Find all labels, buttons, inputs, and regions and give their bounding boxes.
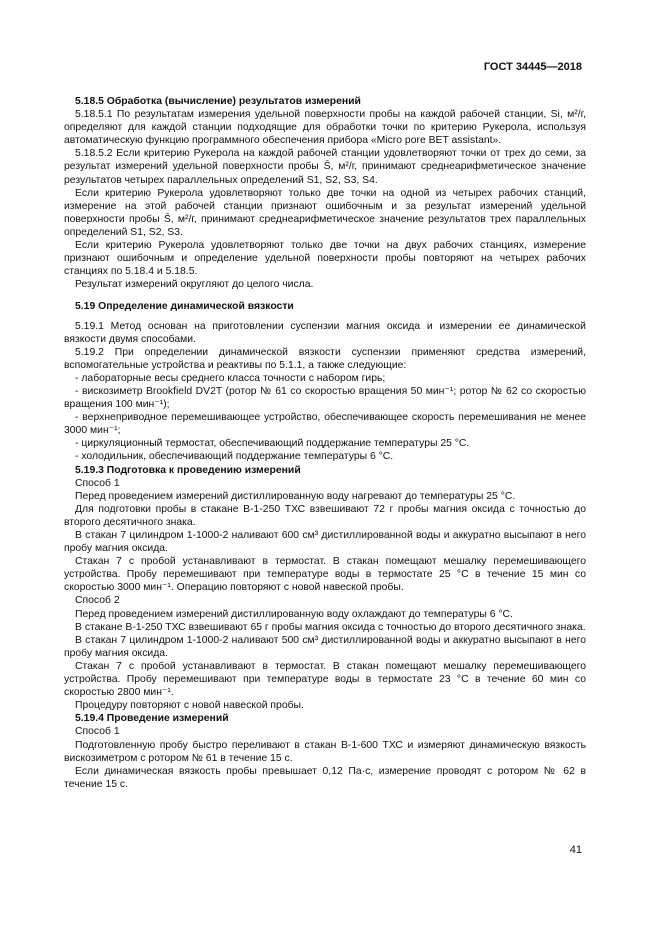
paragraph: Если критерию Рукерола удовлетворяют только две точки на двух рабочих станциях, измерение признают ошибочным и определение удельной поверхности пробы повторяют на четырех рабочих станциях по 5.18.4 и 5.18.5. [64,240,586,278]
method-label: Способ 1 [75,477,120,489]
paragraph: В стакан 7 цилиндром 1-1000-2 наливают 600 см³ дистиллированной воды и аккуратно высыпают в него пробу магния оксида. [64,530,586,555]
paragraph: 5.18.5.1 По результатам измерения удельной поверхности пробы на каждой рабочей станции, Si, м²/г, определяют для каждой станции подходящие для обработки точки по критерию Рукерола, используя автоматическую функцию программного обеспечения прибора «Micro pore BET assistant». [64,109,586,147]
paragraph: 5.18.5.2 Если критерию Рукерола на каждой рабочей станции удовлетворяют точки от трех до семи, за результат измерений удельной поверхности пробы S̄, м²/г, принимают среднеарифметическое значение результатов четырех параллельных определений S1, S2, S3, S4. [64,148,586,186]
list-item: - циркуляционный термостат, обеспечивающий поддержание температуры 25 °C. [75,438,470,450]
paragraph: В стакане В-1-250 ТХС взвешивают 65 г пробы магния оксида с точностью до второго десятичного знака. [75,621,586,633]
paragraph: Перед проведением измерений дистиллированную воду нагревают до температуры 25 °C. [75,490,516,502]
section-heading-5-19-4: 5.19.4 Проведение измерений [75,713,229,725]
paragraph: Перед проведением измерений дистиллированную воду охлаждают до температуры 6 °C. [75,608,513,620]
section-heading-5-18-5: 5.18.5 Обработка (вычисление) результатов измерений [75,96,361,107]
paragraph: Процедуру повторяют с новой навеской пробы. [75,700,304,712]
paragraph: В стакан 7 цилиндром 1-1000-2 наливают 500 см³ дистиллированной воды и аккуратно высыпают в него пробу магния оксида. [64,634,586,659]
paragraph: Если критерию Рукерола удовлетворяют только две точки на одной из четырех рабочих станций, измерение на этой рабочей станции признают ошибочным и за результат измерений удельной поверхности пробы S̄, м²/г, принимают среднеарифметическое значение результатов трех параллельных определений S1, S2, S3. [64,187,586,238]
page-number: 41 [569,844,582,856]
section-heading-5-19: 5.19 Определение динамической вязкости [75,301,294,313]
method-label: Способ 1 [75,726,120,738]
document-id-header: ГОСТ 34445—2018 [483,61,582,73]
method-label: Способ 2 [75,595,120,607]
paragraph: 5.19.2 При определении динамической вязкости суспензии применяют средства измерений, вспомогательные устройства и реактивы по 5.1.1, а также следующие: [64,346,586,371]
list-item: - холодильник, обеспечивающий поддержание температуры 6 °C. [75,451,394,463]
section-heading-5-19-3: 5.19.3 Подготовка к проведению измерений [75,464,301,476]
list-item: - лабораторные весы среднего класса точности с набором гирь; [75,372,386,384]
list-item: - вискозиметр Brookfield DV2T (ротор № 61 со скоростью вращения 50 мин⁻¹; ротор № 62 со скоростью вращения 100 мин⁻¹); [64,385,586,411]
paragraph: Стакан 7 с пробой устанавливают в термостат. В стакан помещают мешалку перемешивающего устройства. Пробу перемешивают при температуре воды в термостате 25 °C в течение 15 мин со скоростью 3000 мин⁻¹. Операцию повторяют с новой навеской пробы. [64,556,586,594]
paragraph: Для подготовки пробы в стакане В-1-250 ТХС взвешивают 72 г пробы магния оксида с точностью до второго десятичного знака. [64,503,586,528]
document-body [64,95,586,791]
paragraph: Подготовленную пробу быстро переливают в стакан В-1-600 ТХС и измеряют динамическую вязкость вискозиметром с ротором № 61 в течение 15 с. [64,739,586,764]
paragraph: Стакан 7 с пробой устанавливают в термостат. В стакан помещают мешалку перемешивающего устройства. Пробу перемешивают при температуре воды в термостате 23 °C в течение 60 мин со скоростью 2800 мин⁻¹. [64,660,586,699]
list-item: - верхнеприводное перемешивающее устройство, обеспечивающее скорость перемешивания не менее 3000 мин⁻¹; [64,412,586,437]
paragraph: Результат измерений округляют до целого числа. [75,279,314,291]
paragraph: 5.19.1 Метод основан на приготовлении суспензии магния оксида и измерении ее динамической вязкости двумя способами. [64,320,586,345]
paragraph: Если динамическая вязкость пробы превышает 0,12 Па·с, измерение проводят с ротором № 62 в течение 15 с. [64,765,586,790]
